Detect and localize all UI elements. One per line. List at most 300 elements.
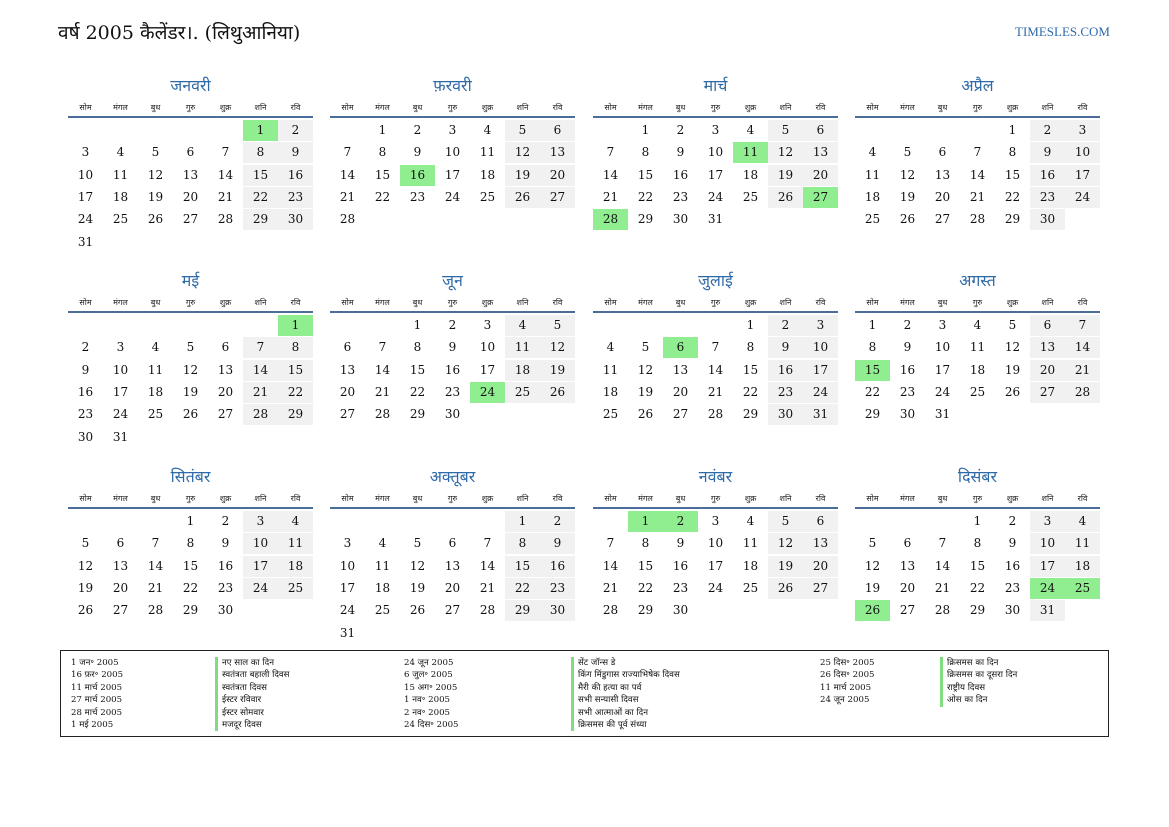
day-cell: 11	[479, 145, 496, 160]
weekday-label: मंगल	[113, 298, 128, 307]
holiday-name: क्रिसमस का दिन	[947, 658, 999, 668]
day-cell: 25	[969, 384, 986, 399]
month-block	[593, 269, 838, 459]
header-divider	[593, 116, 838, 118]
day-cell: 30	[672, 212, 689, 227]
weekday-label: रवि	[552, 103, 563, 112]
day-cell: 29	[742, 407, 759, 422]
month-block	[68, 465, 313, 655]
month-name: जनवरी	[170, 76, 211, 95]
weekday-label: शुक्र	[744, 103, 757, 112]
day-cell: 17	[1065, 165, 1100, 186]
month-name: अगस्त	[959, 271, 996, 290]
day-cell: 3	[1030, 511, 1065, 532]
weekday-label: रवि	[290, 298, 301, 307]
day-cell: 11	[864, 167, 881, 182]
day-cell: 26	[899, 212, 916, 227]
day-cell: 17	[707, 558, 724, 573]
day-cell: 11	[742, 536, 759, 551]
day-cell: 17	[444, 167, 461, 182]
day-cell: 12	[182, 362, 199, 377]
day-cell: 9	[676, 145, 685, 160]
day-cell: 18	[1065, 556, 1100, 577]
holiday-name: सभी सन्यासी दिवस	[578, 695, 639, 706]
header-divider	[330, 311, 575, 313]
day-cell: 22	[1004, 189, 1021, 204]
day-cell: 5	[505, 120, 540, 141]
day-cell: 12	[505, 142, 540, 163]
day-cell: 9	[278, 142, 313, 163]
day-cell: 30	[217, 603, 234, 618]
day-cell: 20	[444, 580, 461, 595]
day-cell: 7	[1065, 315, 1100, 336]
weekday-label: मंगल	[375, 298, 390, 307]
month-name: जुलाई	[698, 271, 733, 290]
day-cell: 27	[672, 407, 689, 422]
header-divider	[855, 311, 1100, 313]
day-cell: 13	[112, 558, 129, 573]
day-cell: 13	[803, 142, 838, 163]
day-cell: 5	[413, 536, 422, 551]
month-name: दिसंबर	[957, 467, 998, 486]
day-cell: 31	[707, 212, 724, 227]
holiday-date: 1 नव॰ 2005	[404, 695, 451, 706]
day-cell: 18	[374, 580, 391, 595]
day-cell: 16	[672, 558, 689, 573]
day-cell: 28	[374, 407, 391, 422]
day-cell: 11	[505, 337, 540, 358]
weekday-label: मंगल	[638, 298, 653, 307]
weekday-label: शनि	[254, 298, 267, 307]
month-block	[593, 465, 838, 655]
day-cell: 23	[409, 189, 426, 204]
day-cell: 5	[768, 511, 803, 532]
day-cell: 4	[483, 123, 492, 137]
day-cell: 13	[899, 558, 916, 573]
day-cell: 28	[243, 404, 278, 425]
day-cell: 15	[637, 558, 654, 573]
day-cell: 21	[147, 580, 164, 595]
day-cell: 12	[637, 362, 654, 377]
weekday-label: रवि	[815, 494, 826, 503]
day-cell: 15	[742, 362, 759, 377]
day-cell: 28	[1065, 382, 1100, 403]
day-cell: 23	[278, 187, 313, 208]
weekday-label: बुध	[412, 103, 423, 112]
holiday-list	[60, 650, 1109, 737]
holiday-day-cell: 1	[278, 315, 313, 336]
weekday-label: बुध	[412, 494, 423, 503]
day-cell: 22	[243, 187, 278, 208]
day-cell: 20	[217, 384, 234, 399]
day-cell: 18	[479, 167, 496, 182]
weekday-label: गुरु	[710, 298, 721, 307]
weekday-label: शुक्र	[1006, 103, 1019, 112]
day-cell: 1	[1008, 123, 1017, 137]
month-block	[855, 269, 1100, 459]
day-cell: 11	[112, 167, 129, 182]
day-cell: 19	[768, 165, 803, 186]
day-cell: 18	[602, 384, 619, 399]
weekday-label: बुध	[675, 494, 686, 503]
day-cell: 16	[672, 167, 689, 182]
holiday-date: 2 नव॰ 2005	[404, 707, 451, 718]
day-cell: 4	[1065, 511, 1100, 532]
holiday-day-cell: 2	[663, 511, 698, 532]
day-cell: 23	[899, 384, 916, 399]
day-cell: 18	[742, 167, 759, 182]
day-cell: 9	[903, 340, 912, 355]
holiday-name: राष्ट्रीय दिवस	[947, 682, 986, 693]
day-cell: 15	[243, 165, 278, 186]
day-cell: 2	[540, 511, 575, 532]
weekday-label: गुरु	[972, 298, 983, 307]
day-cell: 26	[768, 578, 803, 599]
day-cell: 7	[973, 145, 982, 160]
day-cell: 1	[413, 318, 422, 332]
weekday-label: सोम	[604, 103, 617, 112]
month-block	[68, 269, 313, 459]
weekday-label: शुक्र	[481, 103, 494, 112]
header-divider	[593, 507, 838, 509]
day-cell: 31	[339, 625, 356, 640]
weekday-label: मंगल	[638, 494, 653, 503]
day-cell: 19	[864, 580, 881, 595]
day-cell: 5	[868, 536, 877, 551]
weekday-label: बुध	[150, 103, 161, 112]
day-cell: 20	[803, 165, 838, 186]
day-cell: 28	[602, 603, 619, 618]
day-cell: 10	[112, 362, 129, 377]
day-cell: 9	[81, 362, 90, 377]
day-cell: 10	[934, 340, 951, 355]
holiday-day-cell: 26	[855, 600, 890, 621]
weekday-label: मंगल	[900, 298, 915, 307]
day-cell: 6	[1030, 315, 1065, 336]
day-cell: 21	[243, 382, 278, 403]
day-cell: 25	[479, 189, 496, 204]
day-cell: 13	[540, 142, 575, 163]
day-cell: 19	[540, 360, 575, 381]
day-cell: 29	[637, 212, 654, 227]
day-cell: 16	[1004, 558, 1021, 573]
day-cell: 26	[77, 603, 94, 618]
day-cell: 20	[339, 384, 356, 399]
day-cell: 29	[182, 603, 199, 618]
day-cell: 27	[899, 603, 916, 618]
day-cell: 23	[768, 382, 803, 403]
day-cell: 14	[479, 558, 496, 573]
holiday-name: मजदूर दिवस	[222, 719, 262, 730]
day-cell: 28	[147, 603, 164, 618]
day-cell: 22	[278, 382, 313, 403]
day-cell: 20	[182, 189, 199, 204]
weekday-label: बुध	[675, 298, 686, 307]
weekday-label: शनि	[779, 494, 792, 503]
day-cell: 27	[444, 603, 461, 618]
day-cell: 5	[186, 340, 195, 355]
day-cell: 1	[186, 514, 195, 528]
day-cell: 31	[934, 407, 951, 422]
day-cell: 22	[182, 580, 199, 595]
day-cell: 9	[676, 536, 685, 551]
day-cell: 2	[221, 514, 230, 528]
day-cell: 17	[243, 556, 278, 577]
day-cell: 19	[77, 580, 94, 595]
day-cell: 7	[711, 340, 720, 355]
day-cell: 20	[803, 556, 838, 577]
holiday-date: 28 मार्च 2005	[71, 707, 123, 718]
day-cell: 29	[969, 603, 986, 618]
day-cell: 27	[217, 407, 234, 422]
day-cell: 29	[1004, 212, 1021, 227]
weekday-label: मंगल	[375, 494, 390, 503]
day-cell: 23	[1004, 580, 1021, 595]
day-cell: 26	[409, 603, 426, 618]
day-cell: 27	[182, 212, 199, 227]
day-cell: 23	[672, 580, 689, 595]
day-cell: 19	[1004, 362, 1021, 377]
month-block	[330, 74, 575, 264]
day-cell: 25	[742, 580, 759, 595]
day-cell: 27	[339, 407, 356, 422]
day-cell: 6	[343, 340, 352, 355]
day-cell: 8	[413, 340, 422, 355]
day-cell: 29	[637, 603, 654, 618]
day-cell: 16	[540, 556, 575, 577]
weekday-label: मंगल	[900, 103, 915, 112]
day-cell: 2	[1008, 514, 1017, 528]
weekday-label: शनि	[516, 298, 529, 307]
day-cell: 31	[77, 234, 94, 249]
day-cell: 22	[374, 189, 391, 204]
day-cell: 17	[112, 384, 129, 399]
weekday-label: रवि	[815, 298, 826, 307]
header-divider	[68, 116, 313, 118]
holiday-day-cell: 24	[470, 382, 505, 403]
day-cell: 6	[903, 536, 912, 551]
weekday-label: मंगल	[113, 494, 128, 503]
day-cell: 15	[409, 362, 426, 377]
day-cell: 19	[147, 189, 164, 204]
day-cell: 12	[540, 337, 575, 358]
day-cell: 12	[147, 167, 164, 182]
day-cell: 29	[505, 600, 540, 621]
day-cell: 6	[803, 511, 838, 532]
site-link[interactable]: TIMESLES.COM	[1015, 24, 1110, 39]
day-cell: 3	[803, 315, 838, 336]
header-divider	[330, 116, 575, 118]
weekday-label: बुध	[412, 298, 423, 307]
month-block	[593, 74, 838, 264]
day-cell: 28	[217, 212, 234, 227]
weekday-label: मंगल	[638, 103, 653, 112]
month-name: अक्तूबर	[429, 467, 476, 486]
header-divider	[593, 311, 838, 313]
day-cell: 12	[899, 167, 916, 182]
holiday-date: 6 जुल॰ 2005	[404, 670, 453, 681]
holiday-names-column	[571, 657, 680, 731]
day-cell: 8	[186, 536, 195, 551]
month-block	[855, 74, 1100, 264]
day-cell: 15	[374, 167, 391, 182]
day-cell: 19	[899, 189, 916, 204]
day-cell: 4	[973, 318, 982, 332]
day-cell: 24	[112, 407, 129, 422]
day-cell: 12	[409, 558, 426, 573]
day-cell: 2	[768, 315, 803, 336]
month-name: नवंबर	[698, 467, 733, 486]
holiday-dates-column	[404, 657, 459, 731]
day-cell: 29	[243, 209, 278, 230]
day-cell: 28	[934, 603, 951, 618]
day-cell: 1	[641, 123, 650, 137]
day-cell: 23	[77, 407, 94, 422]
holiday-name: सभी आत्माओं का दिन	[578, 707, 649, 718]
day-cell: 20	[899, 580, 916, 595]
day-cell: 12	[77, 558, 94, 573]
day-cell: 15	[182, 558, 199, 573]
month-name: मार्च	[703, 76, 728, 95]
weekday-label: सोम	[604, 298, 617, 307]
day-cell: 24	[243, 578, 278, 599]
holiday-name: सेंट जॉन्स डे	[578, 658, 616, 668]
day-cell: 23	[540, 578, 575, 599]
day-cell: 24	[444, 189, 461, 204]
day-cell: 16	[768, 360, 803, 381]
holiday-name: किंग मिंडुगास राज्याभिषेक दिवस	[578, 670, 680, 681]
weekday-label: शुक्र	[1006, 298, 1019, 307]
day-cell: 22	[864, 384, 881, 399]
day-cell: 7	[378, 340, 387, 355]
month-block	[855, 465, 1100, 655]
header-divider	[68, 507, 313, 509]
weekday-label: सोम	[341, 494, 354, 503]
day-cell: 7	[606, 536, 615, 551]
day-cell: 19	[409, 580, 426, 595]
header-divider	[855, 507, 1100, 509]
day-cell: 9	[221, 536, 230, 551]
day-cell: 7	[343, 145, 352, 160]
day-cell: 24	[1065, 187, 1100, 208]
day-cell: 27	[540, 187, 575, 208]
weekday-label: रवि	[1077, 103, 1088, 112]
day-cell: 31	[803, 404, 838, 425]
day-cell: 10	[1030, 533, 1065, 554]
weekday-label: सोम	[866, 494, 879, 503]
day-cell: 11	[1065, 533, 1100, 554]
day-cell: 9	[413, 145, 422, 160]
day-cell: 14	[934, 558, 951, 573]
day-cell: 23	[1030, 187, 1065, 208]
day-cell: 15	[505, 556, 540, 577]
day-cell: 7	[243, 337, 278, 358]
weekday-label: सोम	[79, 103, 92, 112]
holiday-date: 1 जन॰ 2005	[71, 658, 119, 668]
holiday-day-cell: 16	[400, 165, 435, 186]
day-cell: 23	[672, 189, 689, 204]
day-cell: 5	[1008, 318, 1017, 332]
day-cell: 19	[182, 384, 199, 399]
day-cell: 28	[339, 212, 356, 227]
day-cell: 8	[641, 145, 650, 160]
weekday-label: सोम	[604, 494, 617, 503]
day-cell: 30	[278, 209, 313, 230]
day-cell: 9	[1008, 536, 1017, 551]
day-cell: 6	[448, 536, 457, 551]
holiday-name: स्वतंत्रता दिवस	[222, 682, 267, 693]
day-cell: 14	[243, 360, 278, 381]
weekday-label: रवि	[290, 494, 301, 503]
day-cell: 4	[151, 340, 160, 355]
day-cell: 30	[1030, 209, 1065, 230]
day-cell: 4	[278, 511, 313, 532]
day-cell: 20	[112, 580, 129, 595]
weekday-label: गुरु	[972, 494, 983, 503]
holiday-date: 1 मई 2005	[71, 719, 114, 730]
day-cell: 7	[151, 536, 160, 551]
day-cell: 10	[707, 536, 724, 551]
day-cell: 14	[1065, 337, 1100, 358]
day-cell: 21	[217, 189, 234, 204]
weekday-label: शुक्र	[481, 494, 494, 503]
weekday-label: सोम	[866, 298, 879, 307]
day-cell: 26	[1004, 384, 1021, 399]
day-cell: 1	[378, 123, 387, 137]
holiday-date: 24 दिस॰ 2005	[404, 719, 459, 730]
day-cell: 16	[1030, 165, 1065, 186]
header-divider	[68, 311, 313, 313]
day-cell: 21	[969, 189, 986, 204]
day-cell: 12	[864, 558, 881, 573]
weekday-label: शनि	[1041, 103, 1054, 112]
day-cell: 13	[217, 362, 234, 377]
day-cell: 10	[479, 340, 496, 355]
day-cell: 14	[147, 558, 164, 573]
weekday-label: सोम	[79, 494, 92, 503]
day-cell: 26	[540, 382, 575, 403]
day-cell: 29	[864, 407, 881, 422]
day-cell: 12	[768, 533, 803, 554]
day-cell: 14	[217, 167, 234, 182]
holiday-dates-column	[820, 657, 875, 707]
day-cell: 25	[374, 603, 391, 618]
day-cell: 11	[969, 340, 986, 355]
day-cell: 10	[707, 145, 724, 160]
day-cell: 5	[641, 340, 650, 355]
day-cell: 21	[602, 189, 619, 204]
day-cell: 8	[868, 340, 877, 355]
header-divider	[855, 116, 1100, 118]
day-cell: 5	[81, 536, 90, 551]
month-block	[330, 465, 575, 655]
day-cell: 6	[540, 120, 575, 141]
day-cell: 31	[112, 429, 129, 444]
month-block	[68, 74, 313, 264]
day-cell: 20	[1030, 360, 1065, 381]
holiday-day-cell: 24	[1030, 578, 1065, 599]
day-cell: 6	[803, 120, 838, 141]
day-cell: 5	[768, 120, 803, 141]
day-cell: 25	[505, 382, 540, 403]
day-cell: 15	[1004, 167, 1021, 182]
day-cell: 6	[221, 340, 230, 355]
holiday-date: 26 दिस॰ 2005	[820, 670, 875, 681]
holiday-names-column	[940, 657, 1017, 707]
day-cell: 22	[637, 189, 654, 204]
day-cell: 17	[1030, 556, 1065, 577]
day-cell: 5	[540, 315, 575, 336]
